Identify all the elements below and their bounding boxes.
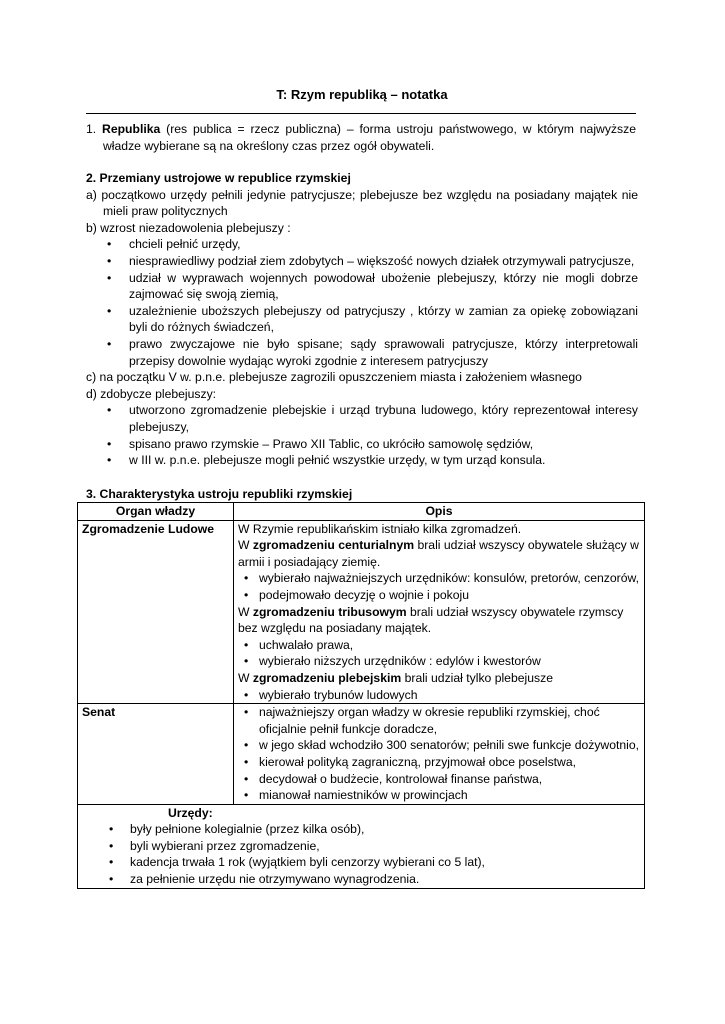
offices-cell [78, 804, 645, 888]
tribal-assembly-list [238, 637, 640, 670]
list-item: • za pełnienie urzędu nie otrzymywano wynagrodzenia. [109, 872, 420, 887]
description-cell [234, 520, 645, 704]
list-item: • prawo zwyczajowe nie było spisane; sądy sprawowali patrycjusze, którzy interpretowali przepisy dowolnie wydając wyroki zgodnie z interesem patrycjuszy [107, 336, 638, 368]
section-3-heading: 3. Charakterystyka ustroju republiki rzymskiej [86, 487, 353, 501]
table-row [78, 704, 645, 805]
list-item: • były pełnione kolegialnie (przez kilka osób), [109, 822, 365, 837]
organ-cell: Senat [78, 704, 234, 805]
list-item: • podejmowało decyzję o wojnie i pokoju [244, 587, 470, 602]
table-row [78, 520, 645, 704]
list-item: • kierował polityką zagraniczną, przyjmował obce poselstwa, [244, 754, 577, 769]
list-item: • niesprawiedliwy podział ziem zdobytych – większość nowych działek otrzymywali patrycjusze, [107, 253, 635, 268]
column-header-opis: Opis [234, 503, 645, 521]
plebeian-assembly-term: zgromadzeniu plebejskim [252, 670, 402, 685]
section-2-point-b: b) wzrost niezadowolenia plebejuszy : [86, 220, 291, 235]
bullet-icon: • [244, 705, 249, 720]
plebeian-assembly-text: W zgromadzeniu plebejskim brali udział tylko plebejusze [238, 670, 553, 685]
republic-definition-text: (res publica = rzecz publiczna) – forma ustroju państwowego, w którym najwyższe władze wybierane są na określony czas przez ogół obywateli. [103, 122, 636, 153]
bullet-icon: • [107, 403, 112, 418]
list-item: • wybierało niższych urzędników : edylów i kwestorów [244, 654, 541, 669]
section-2 [86, 170, 638, 469]
bullet-icon: • [107, 303, 112, 318]
list-item: • uzależnienie uboższych plebejuszy od patrycjuszy , którzy w zamian za opiekę zobowiązani byli do różnych świadczeń, [107, 303, 638, 335]
bullet-icon: • [107, 253, 112, 268]
list-item: • utworzono zgromadzenie plebejskie i urząd trybuna ludowego, który reprezentował interesy plebejuszy, [107, 403, 638, 434]
list-item: • byli wybierani przez zgromadzenie, [109, 838, 320, 853]
bullet-icon: • [107, 453, 112, 468]
bullet-icon: • [244, 771, 249, 786]
senate-list [238, 704, 640, 804]
list-item: • uchwalało prawa, [244, 637, 354, 652]
bullet-icon: • [244, 754, 249, 769]
bullet-icon: • [107, 270, 112, 285]
bullet-icon: • [107, 436, 112, 451]
centuriate-assembly-text: W zgromadzeniu centurialnym brali udział wszyscy obywatele służący w armii i posiadający ziemię. [238, 538, 639, 569]
list-item: • udział w wyprawach wojennych powodował ubożenie plebejuszy, którzy nie mogli dobrze zajmować się swoją ziemią, [107, 270, 638, 302]
list-item: • w III w. p.n.e. plebejusze mogli pełnić wszystkie urzędy, w tym urząd konsula. [107, 453, 546, 468]
list-item: • mianował namiestników w prowincjach [244, 788, 468, 803]
bullet-icon: • [244, 654, 249, 669]
bullet-icon: • [244, 571, 249, 586]
offices-heading: Urzędy: [168, 805, 213, 820]
bullet-icon: • [244, 637, 249, 652]
bullet-icon: • [107, 336, 112, 351]
list-item: • w jego skład wchodziło 300 senatorów; pełnili swe funkcje dożywotnio, [244, 738, 640, 753]
section-2-point-c: c) na początku V w. p.n.e. plebejusze zagrozili opuszczeniem miasta i założeniem własnego [86, 370, 582, 385]
centuriate-assembly-list [238, 570, 640, 603]
bullet-icon: • [109, 822, 114, 837]
section-2-point-a: a) początkowo urzędy pełnili jedynie patrycjusze; plebejusze bez względu na posiadany majątek nie mieli praw politycznych [86, 187, 638, 219]
bullet-icon: • [244, 587, 249, 602]
plebeian-gains-list [86, 402, 638, 468]
table-row [78, 804, 645, 888]
government-table [77, 502, 645, 889]
republic-definition [86, 121, 636, 154]
tribal-assembly-text: W zgromadzeniu tribusowym brali udział wszyscy obywatele rzymscy bez względu na posiadany majątek. [238, 604, 624, 636]
list-item: • kadencja trwała 1 rok (wyjątkiem byli cenzorzy wybierani co 5 lat), [109, 855, 485, 870]
column-header-organ: Organ władzy [78, 503, 234, 521]
list-item: • decydował o budżecie, kontrolował finanse państwa, [244, 771, 543, 786]
bullet-icon: • [244, 738, 249, 753]
centuriate-assembly-term: zgromadzeniu centurialnym [252, 538, 415, 553]
page-title: T: Rzym republiką – notatka [276, 87, 448, 102]
description-cell [234, 704, 645, 805]
tribal-assembly-term: zgromadzeniu tribusowym [252, 604, 407, 619]
section-1-number: 1. [86, 122, 97, 136]
bullet-icon: • [109, 855, 114, 870]
section-2-heading: 2. Przemiany ustrojowe w republice rzymskiej [86, 171, 351, 185]
list-item: • wybierało najważniejszych urzędników: konsulów, pretorów, cenzorów, [244, 571, 640, 586]
plebeian-assembly-list [238, 687, 640, 704]
section-1 [86, 121, 636, 154]
bullet-icon: • [107, 237, 112, 252]
list-item: • najważniejszy organ władzy w okresie republiki rzymskiej, choć oficjalnie pełnił funkcje doradcze, [244, 705, 600, 736]
bullet-icon: • [109, 838, 114, 853]
assemblies-intro: W Rzymie republikańskim istniało kilka zgromadzeń. [238, 521, 522, 536]
plebeian-grievances-list [86, 236, 638, 369]
list-item: • chcieli pełnić urzędy, [107, 237, 241, 252]
list-item: • wybierało trybunów ludowych [244, 687, 418, 702]
section-2-point-d: d) zdobycze plebejuszy: [86, 386, 217, 401]
title-underline [86, 113, 636, 114]
offices-list [82, 821, 640, 887]
republic-term: Republika [102, 122, 161, 136]
list-item: • spisano prawo rzymskie – Prawo XII Tablic, co ukróciło samowolę sędziów, [107, 436, 534, 451]
organ-cell: Zgromadzenie Ludowe [78, 520, 234, 704]
table-header-row [78, 503, 645, 521]
bullet-icon: • [109, 872, 114, 887]
bullet-icon: • [244, 687, 249, 702]
bullet-icon: • [244, 788, 249, 803]
